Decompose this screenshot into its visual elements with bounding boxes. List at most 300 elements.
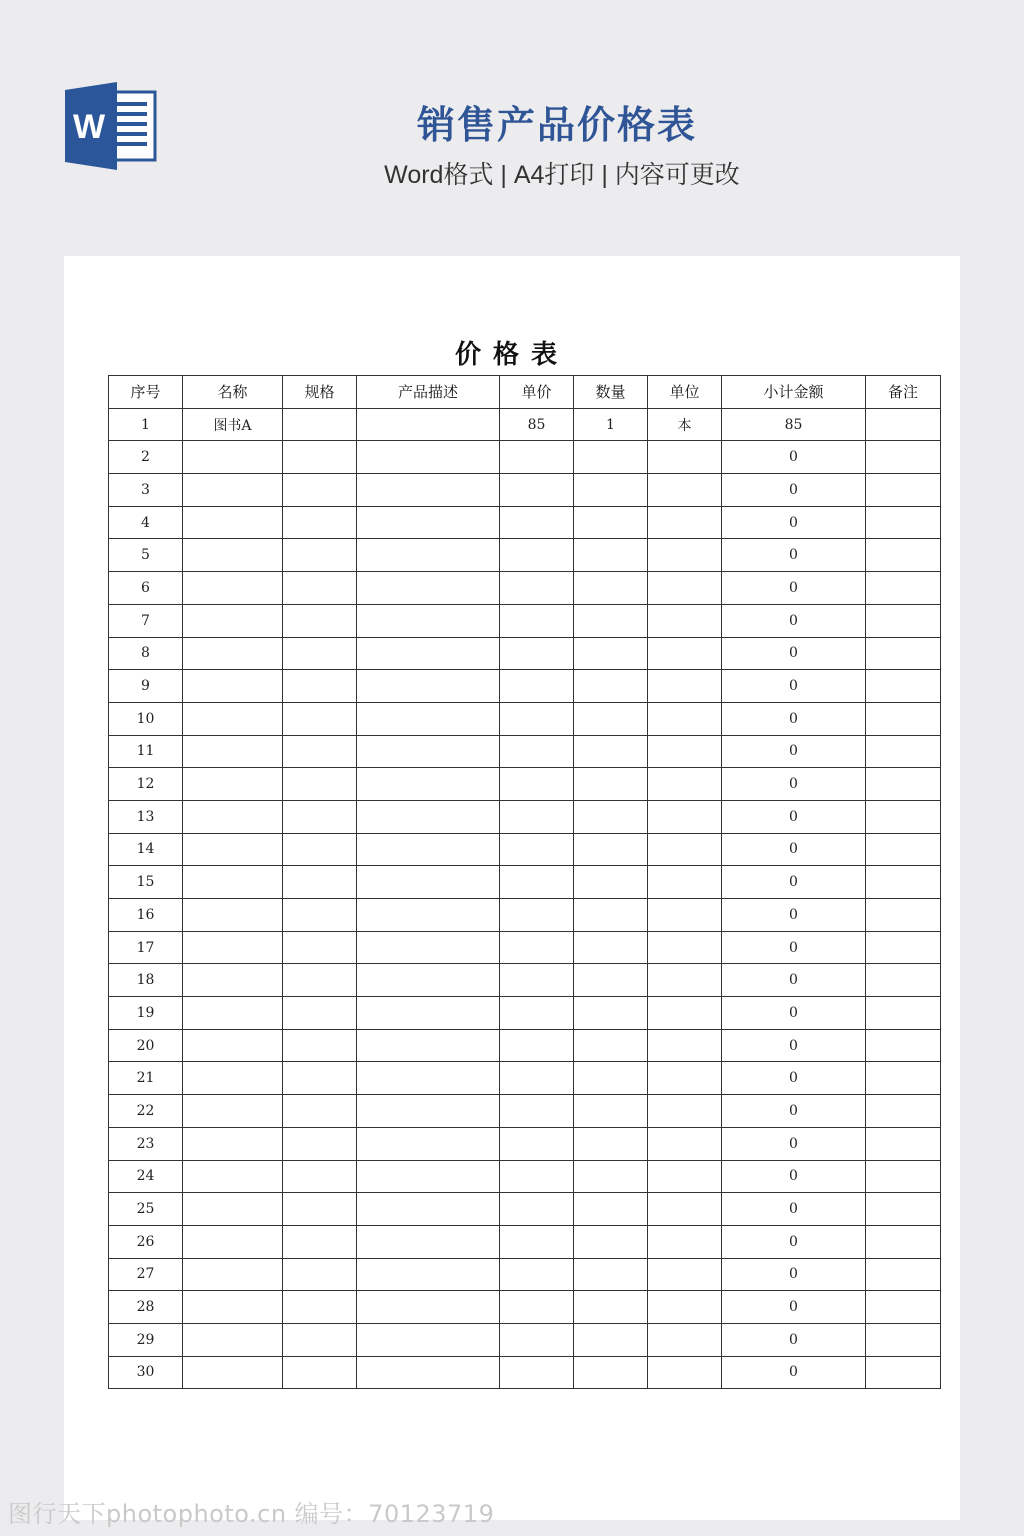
promo-subtitle: Word格式 | A4打印 | 内容可更改 [384,161,740,189]
table-cell[interactable]: 28 [109,1291,183,1324]
table-cell[interactable] [357,1062,500,1095]
table-cell[interactable] [648,1193,722,1226]
table-cell[interactable] [500,474,574,507]
table-row [109,1356,941,1389]
table-cell[interactable] [648,1258,722,1291]
table-cell[interactable] [283,997,357,1030]
table-cell[interactable] [283,670,357,703]
table-cell[interactable] [500,506,574,539]
table-row [109,474,941,507]
table-cell[interactable] [183,702,283,735]
table-cell[interactable] [357,506,500,539]
table-cell[interactable]: 0 [722,1095,866,1128]
table-row [109,735,941,768]
table-row [109,1160,941,1193]
table-row [109,1095,941,1128]
table-cell[interactable] [866,735,941,768]
table-cell[interactable] [866,1225,941,1258]
table-cell[interactable]: 0 [722,800,866,833]
table-cell[interactable] [866,931,941,964]
table-cell[interactable]: 1 [109,408,183,441]
table-row [109,997,941,1030]
table-cell[interactable]: 0 [722,1160,866,1193]
table-cell[interactable] [357,1291,500,1324]
table-cell[interactable] [283,964,357,997]
table-row [109,866,941,899]
table-cell[interactable] [357,1356,500,1389]
table-cell[interactable] [283,441,357,474]
table-cell[interactable]: 16 [109,899,183,932]
table-cell[interactable] [866,768,941,801]
table-cell[interactable] [183,1356,283,1389]
table-cell[interactable] [183,1193,283,1226]
table-cell[interactable] [648,506,722,539]
table-cell[interactable] [357,768,500,801]
table-cell[interactable] [183,572,283,605]
table-cell[interactable]: 5 [109,539,183,572]
table-cell[interactable] [648,997,722,1030]
table-cell[interactable] [866,1258,941,1291]
table-cell[interactable] [648,1029,722,1062]
table-cell[interactable] [500,1225,574,1258]
table-cell[interactable] [866,1160,941,1193]
table-cell[interactable] [574,1193,648,1226]
table-cell[interactable] [357,637,500,670]
table-cell[interactable] [866,1356,941,1389]
table-cell[interactable]: 0 [722,1225,866,1258]
table-cell[interactable]: 22 [109,1095,183,1128]
table-cell[interactable]: 10 [109,702,183,735]
table-cell[interactable] [500,899,574,932]
table-cell[interactable] [574,735,648,768]
table-cell[interactable]: 85 [500,408,574,441]
table-cell[interactable] [500,539,574,572]
table-row [109,572,941,605]
table-cell[interactable]: 2 [109,441,183,474]
table-cell[interactable] [283,1095,357,1128]
table-cell[interactable] [283,833,357,866]
table-row [109,833,941,866]
table-cell[interactable] [500,670,574,703]
table-cell[interactable] [648,800,722,833]
table-cell[interactable] [283,866,357,899]
table-cell[interactable]: 0 [722,735,866,768]
table-cell[interactable] [866,604,941,637]
table-cell[interactable] [574,506,648,539]
table-cell[interactable] [648,768,722,801]
table-cell[interactable]: 0 [722,866,866,899]
table-cell[interactable] [574,964,648,997]
table-cell[interactable] [574,604,648,637]
table-cell[interactable] [500,931,574,964]
table-cell[interactable] [866,997,941,1030]
table-cell[interactable]: 3 [109,474,183,507]
table-cell[interactable]: 0 [722,1291,866,1324]
table-cell[interactable]: 0 [722,768,866,801]
table-cell[interactable] [574,866,648,899]
table-cell[interactable] [500,1029,574,1062]
table-cell[interactable] [500,604,574,637]
table-cell[interactable] [648,572,722,605]
table-cell[interactable]: 0 [722,964,866,997]
table-cell[interactable]: 0 [722,604,866,637]
table-cell[interactable] [574,931,648,964]
table-cell[interactable] [866,474,941,507]
table-cell[interactable] [500,572,574,605]
table-cell[interactable] [500,1127,574,1160]
table-cell[interactable] [183,1291,283,1324]
table-cell[interactable] [500,833,574,866]
table-cell[interactable]: 11 [109,735,183,768]
table-cell[interactable] [574,637,648,670]
table-cell[interactable] [357,1029,500,1062]
table-cell[interactable] [283,1160,357,1193]
table-cell[interactable] [183,1160,283,1193]
table-cell[interactable] [183,735,283,768]
table-cell[interactable]: 24 [109,1160,183,1193]
table-cell[interactable]: 0 [722,1258,866,1291]
table-cell[interactable] [866,1095,941,1128]
table-cell[interactable] [183,670,283,703]
table-row [109,637,941,670]
table-cell[interactable] [500,1193,574,1226]
table-cell[interactable] [357,670,500,703]
table-cell[interactable] [283,1062,357,1095]
table-cell[interactable] [866,506,941,539]
table-cell[interactable] [866,964,941,997]
table-cell[interactable] [183,1062,283,1095]
table-cell[interactable] [283,1127,357,1160]
promo-title: 销售产品价格表 [416,105,697,147]
table-cell[interactable]: 30 [109,1356,183,1389]
table-cell[interactable] [357,800,500,833]
table-row [109,506,941,539]
table-cell[interactable] [357,1323,500,1356]
table-cell[interactable]: 19 [109,997,183,1030]
table-cell[interactable]: 17 [109,931,183,964]
table-cell[interactable] [866,833,941,866]
table-cell[interactable] [357,1258,500,1291]
table-cell[interactable] [183,1127,283,1160]
table-cell[interactable] [183,506,283,539]
table-cell[interactable] [357,604,500,637]
table-cell[interactable] [283,572,357,605]
table-cell[interactable]: 图书A [183,408,283,441]
table-row [109,800,941,833]
table-cell[interactable] [866,670,941,703]
document-page [64,256,960,1520]
table-cell[interactable] [574,800,648,833]
table-cell[interactable] [283,408,357,441]
table-cell[interactable] [574,768,648,801]
table-cell[interactable]: 0 [722,670,866,703]
table-cell[interactable]: 7 [109,604,183,637]
table-cell[interactable] [357,931,500,964]
table-cell[interactable] [500,1258,574,1291]
table-cell[interactable] [283,474,357,507]
table-cell[interactable]: 本 [648,408,722,441]
table-cell[interactable]: 0 [722,1029,866,1062]
table-cell[interactable] [500,866,574,899]
table-cell[interactable] [500,702,574,735]
table-cell[interactable]: 0 [722,572,866,605]
table-cell[interactable] [183,441,283,474]
table-cell[interactable] [500,637,574,670]
table-row [109,964,941,997]
table-cell[interactable] [574,539,648,572]
table-cell[interactable]: 0 [722,1062,866,1095]
table-cell[interactable] [283,1029,357,1062]
table-cell[interactable]: 20 [109,1029,183,1062]
table-cell[interactable] [574,1291,648,1324]
table-cell[interactable] [574,1095,648,1128]
table-cell[interactable]: 0 [722,474,866,507]
table-cell[interactable] [648,964,722,997]
table-cell[interactable] [648,1291,722,1324]
column-header: 序号 [109,376,183,409]
table-cell[interactable]: 13 [109,800,183,833]
table-cell[interactable] [866,1193,941,1226]
table-cell[interactable] [574,997,648,1030]
table-cell[interactable] [357,866,500,899]
table-cell[interactable] [183,800,283,833]
table-cell[interactable] [648,1323,722,1356]
table-cell[interactable] [574,1062,648,1095]
table-cell[interactable] [283,1356,357,1389]
table-cell[interactable] [574,1356,648,1389]
table-cell[interactable] [357,474,500,507]
table-cell[interactable] [866,866,941,899]
table-cell[interactable] [866,1062,941,1095]
table-cell[interactable]: 29 [109,1323,183,1356]
table-cell[interactable] [283,506,357,539]
table-cell[interactable] [500,441,574,474]
table-cell[interactable] [283,1225,357,1258]
table-cell[interactable]: 9 [109,670,183,703]
table-cell[interactable]: 0 [722,702,866,735]
table-cell[interactable] [283,800,357,833]
table-cell[interactable] [648,833,722,866]
table-cell[interactable] [500,1291,574,1324]
table-cell[interactable] [866,572,941,605]
table-cell[interactable]: 27 [109,1258,183,1291]
table-cell[interactable] [574,670,648,703]
table-row [109,1291,941,1324]
table-cell[interactable] [357,735,500,768]
table-cell[interactable] [283,1323,357,1356]
table-cell[interactable] [183,1258,283,1291]
table-row [109,539,941,572]
table-cell[interactable] [357,539,500,572]
table-cell[interactable] [183,866,283,899]
table-cell[interactable]: 25 [109,1193,183,1226]
table-cell[interactable] [183,637,283,670]
table-cell[interactable] [283,637,357,670]
table-cell[interactable] [183,1095,283,1128]
table-cell[interactable] [357,833,500,866]
table-cell[interactable] [648,441,722,474]
table-cell[interactable] [866,1291,941,1324]
table-cell[interactable] [574,1225,648,1258]
table-cell[interactable]: 0 [722,1356,866,1389]
table-cell[interactable]: 18 [109,964,183,997]
table-cell[interactable] [183,833,283,866]
table-cell[interactable] [866,702,941,735]
column-header: 产品描述 [357,376,500,409]
table-cell[interactable]: 0 [722,1127,866,1160]
table-cell[interactable] [866,539,941,572]
table-cell[interactable] [866,1323,941,1356]
table-cell[interactable] [357,1225,500,1258]
table-cell[interactable] [574,474,648,507]
table-cell[interactable]: 4 [109,506,183,539]
table-cell[interactable]: 0 [722,1323,866,1356]
table-cell[interactable] [283,1291,357,1324]
table-cell[interactable] [357,441,500,474]
table-cell[interactable] [574,572,648,605]
table-cell[interactable] [866,441,941,474]
table-cell[interactable] [866,899,941,932]
table-cell[interactable]: 21 [109,1062,183,1095]
table-cell[interactable] [283,702,357,735]
table-cell[interactable]: 6 [109,572,183,605]
table-cell[interactable] [183,899,283,932]
table-cell[interactable]: 0 [722,637,866,670]
table-cell[interactable] [183,539,283,572]
table-cell[interactable] [648,1356,722,1389]
table-row [109,604,941,637]
table-cell[interactable] [866,800,941,833]
table-cell[interactable]: 0 [722,899,866,932]
table-cell[interactable]: 26 [109,1225,183,1258]
table-cell[interactable] [357,572,500,605]
table-cell[interactable] [648,1127,722,1160]
table-cell[interactable] [648,539,722,572]
table-cell[interactable]: 0 [722,833,866,866]
table-cell[interactable] [648,474,722,507]
table-cell[interactable]: 23 [109,1127,183,1160]
table-cell[interactable] [183,1225,283,1258]
table-cell[interactable]: 0 [722,539,866,572]
table-cell[interactable] [866,1127,941,1160]
table-cell[interactable] [574,1127,648,1160]
table-cell[interactable] [574,441,648,474]
table-cell[interactable]: 1 [574,408,648,441]
table-cell[interactable] [357,1127,500,1160]
table-cell[interactable]: 8 [109,637,183,670]
table-cell[interactable]: 12 [109,768,183,801]
table-cell[interactable] [283,1193,357,1226]
table-cell[interactable] [648,899,722,932]
table-cell[interactable] [183,474,283,507]
table-cell[interactable] [648,931,722,964]
table-cell[interactable] [357,997,500,1030]
table-cell[interactable] [183,964,283,997]
column-header: 单位 [648,376,722,409]
table-cell[interactable] [357,899,500,932]
table-cell[interactable] [357,1095,500,1128]
table-cell[interactable] [574,702,648,735]
table-cell[interactable] [648,866,722,899]
table-cell[interactable] [357,1193,500,1226]
table-cell[interactable] [574,1323,648,1356]
table-cell[interactable] [648,1095,722,1128]
table-cell[interactable] [283,539,357,572]
table-cell[interactable] [648,1062,722,1095]
table-cell[interactable] [648,1160,722,1193]
table-cell[interactable] [866,637,941,670]
table-cell[interactable] [357,964,500,997]
table-cell[interactable] [500,1062,574,1095]
table-cell[interactable]: 0 [722,506,866,539]
table-cell[interactable] [283,931,357,964]
table-cell[interactable] [183,768,283,801]
table-row [109,1193,941,1226]
table-cell[interactable] [574,1029,648,1062]
table-cell[interactable] [500,1356,574,1389]
column-header: 数量 [574,376,648,409]
table-cell[interactable] [183,931,283,964]
table-cell[interactable] [283,604,357,637]
table-cell[interactable] [648,1225,722,1258]
table-cell[interactable] [574,833,648,866]
table-cell[interactable] [183,604,283,637]
table-cell[interactable]: 15 [109,866,183,899]
table-cell[interactable] [183,1029,283,1062]
table-cell[interactable] [500,1160,574,1193]
table-cell[interactable] [648,702,722,735]
table-cell[interactable] [648,637,722,670]
table-cell[interactable] [283,735,357,768]
table-cell[interactable] [283,1258,357,1291]
table-cell[interactable]: 0 [722,441,866,474]
table-cell[interactable]: 0 [722,997,866,1030]
table-cell[interactable] [866,1029,941,1062]
table-cell[interactable] [357,408,500,441]
table-cell[interactable]: 0 [722,931,866,964]
table-cell[interactable] [648,604,722,637]
svg-text:W: W [72,108,106,146]
table-cell[interactable] [500,735,574,768]
table-cell[interactable] [574,1160,648,1193]
table-cell[interactable] [500,964,574,997]
table-cell[interactable] [183,1323,283,1356]
table-cell[interactable] [574,899,648,932]
table-cell[interactable] [500,768,574,801]
table-cell[interactable] [500,1095,574,1128]
table-cell[interactable] [283,768,357,801]
price-table [108,375,941,1389]
table-cell[interactable] [357,702,500,735]
table-cell[interactable] [500,997,574,1030]
table-cell[interactable] [648,735,722,768]
table-cell[interactable] [574,1258,648,1291]
table-row [109,702,941,735]
table-cell[interactable] [500,1323,574,1356]
table-row [109,931,941,964]
table-cell[interactable] [500,800,574,833]
table-row [109,670,941,703]
table-cell[interactable] [283,899,357,932]
table-row [109,899,941,932]
table-cell[interactable] [183,997,283,1030]
table-cell[interactable]: 14 [109,833,183,866]
table-cell[interactable]: 85 [722,408,866,441]
table-cell[interactable] [648,670,722,703]
table-cell[interactable]: 0 [722,1193,866,1226]
table-cell[interactable] [866,408,941,441]
table-cell[interactable] [357,1160,500,1193]
